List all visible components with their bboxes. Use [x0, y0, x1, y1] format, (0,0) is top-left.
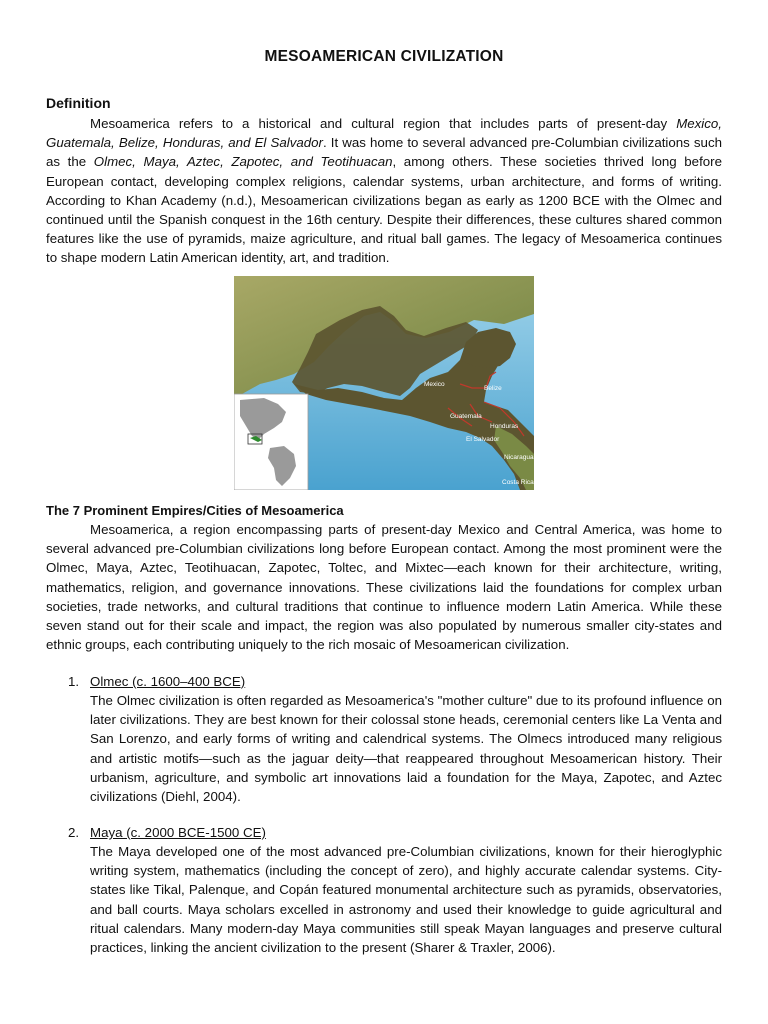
list-item-heading: Maya (c. 2000 BCE-1500 CE) [90, 825, 266, 840]
empires-intro-text: Mesoamerica, a region encompassing parts of present-day Mexico and Central America, was home to several advanced pre-Columbian civilizations long before European contact. Among the most prominent were the Olmec, Maya, Aztec, Teotihuacan, Zapotec, Toltec, and Mixtec—each known for their architecture, writing, mathematics, religion, and governance innovations. These civilizations laid the foundations for complex urban societies, trade networks, and cultural traditions that continue to influence modern Latin America. While these seven stand out for their scale and impact, the region was also populated by numerous smaller city-states and ethnic groups, each contributing uniquely to the rich mosaic of Mesoamerican civilization. [46, 522, 722, 653]
mesoamerica-map [234, 276, 534, 490]
list-item-number: 1. [68, 674, 80, 689]
definition-countries: Mexico, Guatemala, Belize, Honduras, and El Salvador [46, 116, 722, 151]
definition-civilizations: Olmec, Maya, Aztec, Zapotec, and Teotihuacan [93, 154, 393, 170]
definition-text-2: . It was home to several advanced pre-Columbian civilizations such as the [46, 135, 722, 170]
map-label-costa-rica: Costa Rica [502, 479, 534, 486]
list-item-heading: Olmec (c. 1600–400 BCE) [90, 674, 246, 689]
map-label-nicaragua: Nicaragua [504, 454, 534, 461]
definition-heading: Definition [46, 95, 111, 111]
map-label-guatemala: Guatemala [450, 413, 482, 420]
list-item-body: The Olmec civilization is often regarded as Mesoamerica's "mother culture" due to its profound influence on later civilizations. They are best known for their colossal stone heads, ceremonial centers like La Venta and San Lorenzo, and early forms of writing and calendrical systems. The Olmecs introduced many religious and artistic motifs—such as the jaguar deity—that reappeared throughout Mesoamerican history. Their urbanism, agriculture, and symbolic art innovations laid a foundation for the Maya, Zapotec, and Aztec civilizations (Diehl, 2004). [90, 693, 722, 805]
empires-intro-paragraph [46, 520, 722, 654]
definition-paragraph [46, 114, 722, 268]
empires-heading: The 7 Prominent Empires/Cities of Mesoamerica [46, 503, 344, 518]
page-title: MESOAMERICAN CIVILIZATION [264, 48, 504, 65]
definition-text-3: , among others. These societies thrived long before European contact, developing complex religions, calendar systems, urban architecture, and forms of writing. According to Khan Academy (n.d.), Mesoamerican civilizations began as early as 1200 BCE with the Olmec and continued until the Spanish conquest in the 16th century. Despite their differences, these cultures shared common features like the use of pyramids, maize agriculture, and ritual ball games. The legacy of Mesoamerica continues to shape modern Latin American identity, art, and tradition. [46, 154, 722, 266]
map-label-honduras: Honduras [490, 423, 519, 430]
map-label-mexico: Mexico [424, 381, 445, 388]
list-item-body: The Maya developed one of the most advanced pre-Columbian civilizations, known for their hieroglyphic writing system, mathematics (including the concept of zero), and highly accurate calendar systems. City-states like Tikal, Palenque, and Copán featured monumental architecture such as pyramids, observatories, and ball courts. Maya scholars excelled in astronomy and used their knowledge to guide agricultural and ritual calendars. Many modern-day Maya communities still speak Mayan languages and preserve cultural practices, linking the ancient civilization to the present (Sharer & Traxler, 2006). [90, 844, 722, 956]
map-label-el-salvador: El Salvador [466, 436, 500, 443]
list-item-number: 2. [68, 825, 80, 840]
map-label-belize: Belize [484, 385, 502, 392]
definition-text-1: Mesoamerica refers to a historical and cultural region that includes parts of present-day [90, 116, 677, 131]
